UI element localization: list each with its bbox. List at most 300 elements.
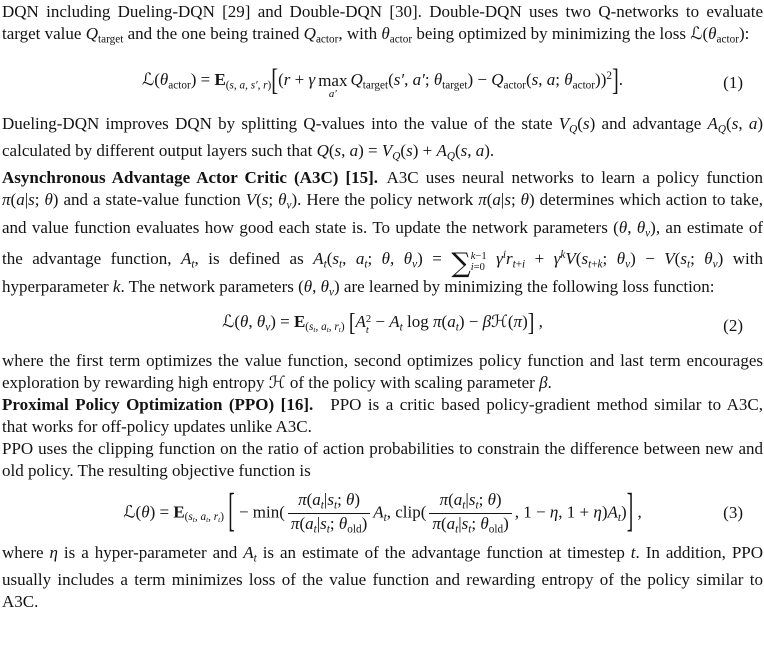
text-run: ) = [270,312,294,332]
text-run: ) [529,190,535,210]
math-run: t [462,499,466,512]
math-run: π [290,513,300,533]
text-run: ) [291,190,298,210]
math-run: t [455,523,459,536]
expectation-symbol: E [293,312,306,332]
text-run [487,249,496,268]
text-run: ) = [190,70,215,90]
paragraph-ppo [2,394,763,438]
math-run: θ [480,513,489,533]
subscript: actor [503,79,526,92]
paragraph-a3c [2,167,763,303]
bracket: ] [611,64,619,98]
bracket: [ [228,487,235,538]
math-run: θ [636,217,646,237]
math-run: Q [491,70,504,90]
summation-symbol: ∑ [451,247,471,279]
script-letter: ℒ [123,502,136,523]
subscript: target [442,79,468,92]
math-run: θ [346,489,355,509]
text-run: ) [52,190,59,210]
text-run: , 1 − [514,502,550,522]
math-run: a [492,190,501,210]
math-run: a [447,312,456,332]
text-run: ; [510,190,521,210]
text-run: , [257,79,264,92]
math-run: s [332,249,339,269]
math-run: t [630,542,636,562]
text-run: PPO uses the clipping function on the ratio of action probabilities to constrain the difference between new and old policy. The resulting objective function is [2,438,763,480]
math-run: A [707,113,718,133]
text-run: , [233,79,240,92]
text-run: ( [448,489,454,509]
lower-limit [471,262,485,273]
subscript: target [362,79,389,92]
text-run: ) = [149,502,174,522]
math-run: t [191,258,195,271]
text-run: ; [555,70,565,90]
math-run: a′ [328,88,337,101]
denominator [288,513,370,537]
text-run: , [208,511,214,524]
text-run: , [248,312,257,332]
subscript: actor [168,79,191,92]
text-run: ) [589,113,596,133]
math-run: θ [433,70,443,90]
text-run: . In addition, PPO usually includes a term minimizes loss of the value function and rewarding entropy of the policy similar to A3C. [2,542,763,612]
math-run: Q [717,123,727,136]
math-run: θ [278,190,287,210]
math-run: γ [308,70,316,90]
text-run: ) [361,513,368,533]
math-run: θ [141,502,150,522]
text-run: ; [367,249,382,269]
text-run: ) − [458,312,483,332]
operator-name [318,72,347,90]
math-run: a [546,70,556,90]
math-run: a [748,113,758,133]
math-run: s′ [250,79,258,92]
math-run: s [582,113,590,133]
text-run: is an estimate of the advantage function at timestep [256,542,631,562]
text-run: , [390,249,404,269]
expectation-symbol: E [173,502,185,522]
math-run: a′ [412,70,425,90]
math-run: t [399,321,403,334]
math-run: θ [564,70,573,90]
subscript [718,123,726,135]
text-run: , [312,276,321,296]
text-run: , [738,113,749,133]
math-run: t [323,258,327,271]
script-letter: ℋ [268,372,286,393]
text-run: ; [337,489,347,509]
math-run: A [373,502,384,522]
equation-1-content [142,65,623,100]
subscript [185,511,224,523]
text-run: ( [507,312,514,332]
math-run: t [253,552,257,565]
math-run: a [200,511,207,524]
math-run: A [355,312,366,332]
math-run: s [320,513,327,533]
math-run: t [338,258,343,271]
math-run: t [512,258,516,271]
text-run: . Here the policy network [297,190,479,210]
numerator [437,490,505,513]
math-run: s [327,489,334,509]
equation-3 [2,487,763,538]
text-run: ; [424,70,434,90]
math-run: s [229,79,234,92]
paragraph-ppo-clipping [2,438,763,482]
text-run: ; [602,249,617,269]
math-run: π [433,312,442,332]
text-run: ) − [630,249,665,269]
bracket: ] [626,487,634,538]
math-run: s [504,190,511,210]
text-run: | [24,190,29,210]
text-run: ) = [358,141,382,161]
bracket: [ [348,309,356,337]
math-run: a [355,249,365,269]
math-run: s [581,249,589,269]
upper-limit [471,251,487,262]
text-run: ) [495,489,502,509]
text-run: ( [726,113,732,133]
math-run: Q [316,141,329,161]
text-run: ( [674,249,681,269]
math-run: t [383,511,387,524]
text-run: and advantage [595,113,708,133]
text-run: ( [135,502,142,522]
text-run: | [500,190,505,210]
math-run: V [558,113,570,133]
math-run: β [482,312,492,332]
subscript: actor [716,33,739,46]
math-run: θ [44,190,53,210]
under-limit [329,89,337,100]
math-run: s [461,513,469,533]
math-run: a [321,321,327,334]
bold-text-run: Proximal Policy Optimization (PPO) [16]. [2,394,314,414]
text-run: , [404,70,413,90]
math-run: s [261,190,269,210]
text-run: , [342,249,356,269]
bold-text-run: Asynchronous Advantage Actor Critic (A3C) [15]. [2,168,379,188]
script-letter: ℋ [491,312,508,333]
math-run: θ [256,312,266,332]
text-run: ( [305,321,310,334]
math-run: v [625,258,631,271]
math-run: θ [520,190,530,210]
math-run: Q [85,24,98,43]
math-run: t [475,499,479,512]
text-run: where [2,542,50,562]
text-run: with hyperparameter [2,249,763,296]
subscript [305,321,344,333]
text-run: , [245,79,251,92]
math-run: v [286,199,292,212]
text-run: ; [268,190,279,210]
text-run: . [547,372,552,392]
math-run: θ [240,312,249,332]
text-run: , [315,321,322,334]
math-run: s [731,113,739,133]
subscript: old [347,523,362,536]
lower-limit [366,325,369,336]
equation-3-content [123,487,642,538]
text-run: ) [267,79,272,92]
subscript: old [488,523,504,536]
text-run: ( [256,190,262,210]
math-run: γ [496,249,503,269]
text-run: of the policy with scaling parameter [285,372,540,392]
math-run: r [283,70,291,90]
math-run: a [312,489,321,509]
script-letter: ℒ [141,70,155,91]
math-run: k [597,258,603,271]
math-run: a [453,489,463,509]
text-run: ( [441,312,448,332]
text-run: ; [690,249,705,269]
script-letter: ℒ [222,312,235,333]
math-run: Q [446,150,455,163]
paragraph-ppo-explanation [2,542,763,613]
text-run: | [316,513,321,533]
text-run: , [341,141,350,161]
text-run: max [318,70,348,90]
math-run: a [475,141,485,161]
text-run: −1 [475,251,487,263]
denominator [429,513,511,537]
subscript [226,80,272,92]
text-run: ) [621,502,627,522]
text-run: ) are learned by minimizing the following loss function: [333,276,715,296]
math-run: θ [303,276,313,296]
math-run: t [365,324,369,336]
math-run: t [326,325,329,335]
subscript: actor [572,79,596,92]
text-run: | [458,513,462,533]
subscript: target [98,33,124,46]
equation-1 [2,65,763,100]
math-run: s [460,141,468,161]
math-run: s [334,141,342,161]
math-run: a [349,141,359,161]
text-run: , is defined as [194,249,314,269]
equation-2-content [222,311,543,342]
math-run: θ [487,489,496,509]
text-run: + [525,249,554,269]
text-run: − [371,312,390,332]
math-run: a [16,190,25,210]
text-run: and the one being trained [123,24,304,43]
text-run: ( [454,141,461,161]
text-run: PPO is a critic based policy-gradient method similar to A3C, that works for off-policy updates unlike A3C. [2,394,763,436]
math-run: A [436,141,447,161]
text-run: ; [34,190,45,210]
math-run: i [522,258,526,271]
math-run: t [338,325,341,335]
text-run: ( [326,249,333,269]
math-run: θ [616,249,626,269]
math-run: r [263,79,268,92]
bracket: ] [527,309,535,337]
math-run: π [513,312,523,332]
math-run: a [446,513,456,533]
text-run: ( [306,489,313,509]
equation-1-number: (1) [723,73,743,93]
math-run: r [334,321,339,334]
math-run: A [243,542,254,562]
text-run: ; [478,489,488,509]
superscript: 2 [606,70,612,83]
equation-2 [2,311,763,342]
math-run: s [468,489,476,509]
math-run: t [686,258,691,271]
math-run: s [406,141,413,161]
text-run: ( [440,513,447,533]
math-run: A [181,249,192,269]
text-run: calculated by different output layers such that [2,141,317,161]
text-run: . [618,70,624,90]
math-run: r [213,511,219,524]
math-run: β [539,372,548,392]
text-run: ( [328,141,335,161]
text-run: 2 [365,313,372,325]
math-run: π [432,513,441,533]
math-run: s [680,249,687,269]
math-run: t [320,499,324,512]
math-run: s [531,70,539,90]
operator-with-under-limit [318,72,347,101]
text-run: , [194,511,201,524]
text-run: ) [522,312,528,332]
text-run: ; [329,513,339,533]
text-run: , 1 + [558,502,594,522]
text-run: ( [225,79,230,92]
text-run: ( [575,249,582,269]
math-run: k [560,249,566,262]
text-run: + [515,258,523,271]
math-run: π [2,190,11,210]
paragraph-a3c-loss-explanation [2,350,763,394]
text-run: ) [503,513,509,533]
text-run: ( [486,190,493,210]
text-run: ) [717,249,724,269]
text-run: | [465,489,469,509]
math-run: θ [159,70,169,90]
text-run: | [323,489,328,509]
paragraph-double-dqn [2,1,763,50]
text-run: A3C uses neural networks to learn a policy function [378,168,764,188]
math-run: k [470,251,476,263]
math-run: s [188,511,193,524]
text-run: =0 [473,262,485,274]
math-run: t [313,325,316,335]
math-run: π [298,489,307,509]
math-run: θ [381,24,390,43]
text-run: , with [338,24,382,43]
text-run: ( [234,312,240,332]
math-run: A [313,249,324,269]
math-run: θ [618,217,628,237]
math-run: v [329,286,334,299]
text-run: log [402,312,433,332]
text-run: ): [738,24,750,43]
math-run: a [239,79,246,92]
math-run: π [478,190,487,210]
text-run: ) [757,113,764,133]
math-run: i [502,249,506,262]
math-run: v [265,321,271,334]
text-run: , clip( [386,502,427,522]
math-run: i [470,262,474,274]
text-run: ) [354,489,361,509]
text-run: . The network parameters ( [120,276,304,296]
text-run: , [328,321,335,334]
text-run: ) + [412,141,437,161]
fraction [288,490,370,537]
text-run: ) − [467,70,492,90]
text-run: where the first term optimizes the value function, second optimizes policy function and last term encourages exploration by rewarding high entropy [2,350,763,392]
math-run: η [593,502,602,522]
text-run: DQN including Dueling-DQN [29] and Double-DQN [30]. Double-DQN uses two Q-networks to evaluate target value [2,2,763,43]
math-run: V [565,249,576,269]
math-run: θ [381,249,391,269]
text-run: ) [340,321,345,334]
math-run: V [245,190,257,210]
math-run: Q [303,24,316,43]
math-run: t [333,499,338,512]
text-run: ) [601,502,608,522]
math-run: k [112,276,121,296]
text-run: + [591,258,598,271]
text-run: + [290,70,309,90]
text-run: , [633,502,642,522]
math-run: θ [320,276,329,296]
text-run: − min( [234,502,285,522]
bracket: [ [271,64,279,98]
equation-3-number: (3) [723,503,743,523]
math-run: γ [553,249,561,269]
subscript [513,259,526,271]
numerator [295,490,363,513]
math-run: θ [704,249,713,269]
text-run: , [538,70,547,90]
text-run: , [467,141,476,161]
text-run: being optimized by minimizing the loss [412,24,691,43]
math-run: s′ [393,70,405,90]
math-run: t [588,258,592,271]
text-run: is a hyper-parameter and [57,542,244,562]
subscript [447,150,455,162]
text-run: ( [577,113,583,133]
math-run: t [455,321,459,334]
subscript: actor [389,33,413,46]
text-run: ( [400,141,407,161]
math-run: V [664,249,675,269]
math-run: t [218,515,221,525]
math-run: θ [708,24,717,43]
math-run: Q [569,123,578,136]
text-run: ) [220,511,224,524]
math-run: v [645,227,651,240]
math-run: V [381,141,393,161]
math-run: t [313,523,317,536]
math-run: t [206,515,209,525]
